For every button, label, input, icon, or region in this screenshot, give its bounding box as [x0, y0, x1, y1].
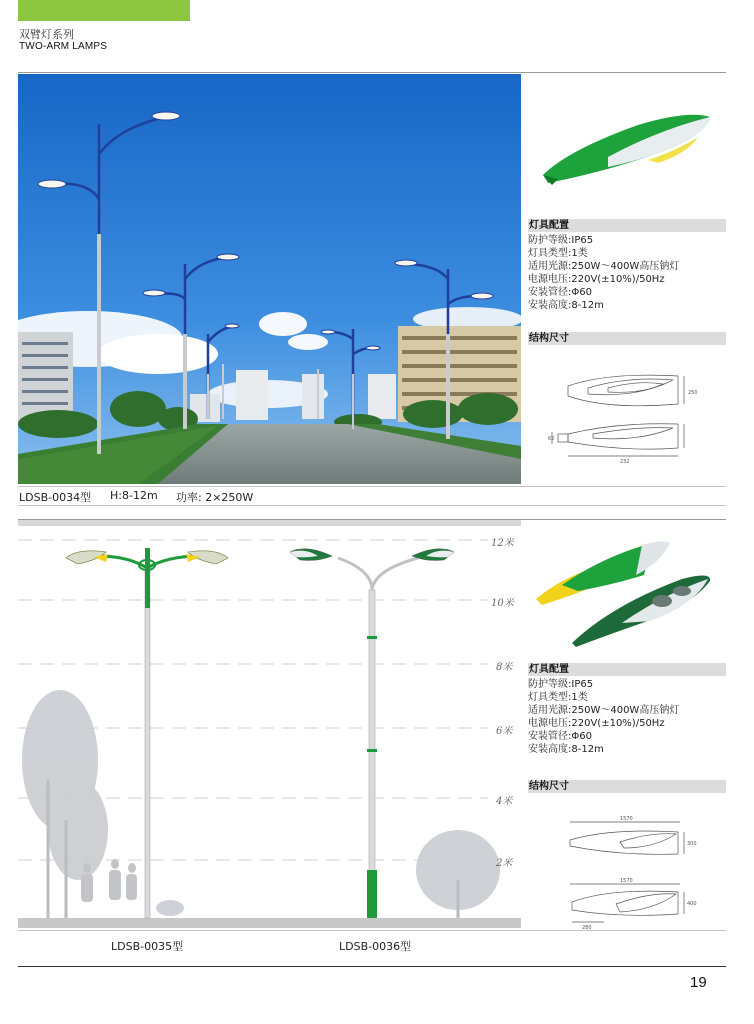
dim-1-side: 62 [548, 436, 555, 442]
footer-rule [18, 966, 726, 967]
dim-1-height: 250 [688, 390, 698, 396]
dim-2-length-bottom: 1570 [620, 878, 633, 884]
spec-1-row: 防护等级:IP65 [528, 235, 594, 246]
lamp-1-dimension-drawing [548, 368, 698, 464]
street-scene-illustration [18, 74, 521, 484]
elevation-scene [18, 530, 521, 930]
dim-2-base: 280 [582, 925, 592, 930]
elevation-drawing [18, 530, 521, 930]
dim-2-height-bottom: 400 [687, 901, 697, 907]
scale-mark-4: 4米 [496, 796, 513, 807]
spec-1-heading: 灯具配置 [528, 219, 726, 232]
product-1-power-caption: 功率: 2×250W [176, 491, 254, 504]
model-caption-0035: LDSB-0035型 [111, 940, 184, 953]
scale-mark-2: 2米 [496, 858, 513, 869]
page-number: 19 [690, 974, 707, 991]
spec-1-row: 灯具类型:1类 [528, 248, 588, 259]
series-title-cn: 双臂灯系列 [19, 28, 74, 41]
product-1-model-caption: LDSB-0034型 [19, 491, 92, 504]
caption-bottom-rule [18, 505, 726, 506]
dim-2-height-top: 300 [687, 841, 697, 847]
spec-1-row: 安装管径:Φ60 [528, 287, 592, 298]
street-photo [18, 74, 521, 484]
spec-2-row: 安装管径:Φ60 [528, 731, 592, 742]
spec-1-row: 安装高度:8-12m [528, 300, 604, 311]
spec-2-heading: 灯具配置 [528, 663, 726, 676]
caption-top-rule [18, 486, 726, 487]
spec-2-row: 灯具类型:1类 [528, 692, 588, 703]
dim-1-length: 232 [620, 459, 630, 464]
model-caption-0036: LDSB-0036型 [339, 940, 412, 953]
spec-2-row: 适用光源:250W～400W高压钠灯 [528, 705, 680, 716]
lamp-2-dimension-drawing [560, 814, 710, 930]
spec-panel-1 [528, 219, 726, 312]
spec-1-row: 电源电压:220V(±10%)/50Hz [528, 274, 665, 285]
spec-2-row: 防护等级:IP65 [528, 679, 594, 690]
elevation-panel-top-band [18, 520, 521, 526]
product-1-height-caption: H:8-12m [110, 489, 158, 502]
scale-mark-8: 8米 [496, 662, 513, 673]
scale-mark-12: 12米 [491, 538, 514, 549]
scale-mark-10: 10米 [491, 598, 514, 609]
series-color-tab [18, 0, 190, 21]
spec-2-row: 电源电压:220V(±10%)/50Hz [528, 718, 665, 729]
lamp-head-2-image [532, 535, 722, 650]
dim-2-length-top: 1570 [620, 816, 633, 822]
spec-1-struct-heading: 结构尺寸 [528, 332, 726, 345]
lamp-head-1-image [538, 105, 718, 185]
spec-2-row: 安装高度:8-12m [528, 744, 604, 755]
models-top-rule [18, 930, 726, 931]
spec-1-row: 适用光源:250W～400W高压钠灯 [528, 261, 680, 272]
spec-2-struct-heading: 结构尺寸 [528, 780, 726, 793]
scale-mark-6: 6米 [496, 726, 513, 737]
spec-panel-2 [528, 663, 726, 756]
header-rule [18, 72, 726, 73]
series-title-en: TWO-ARM LAMPS [19, 41, 108, 52]
